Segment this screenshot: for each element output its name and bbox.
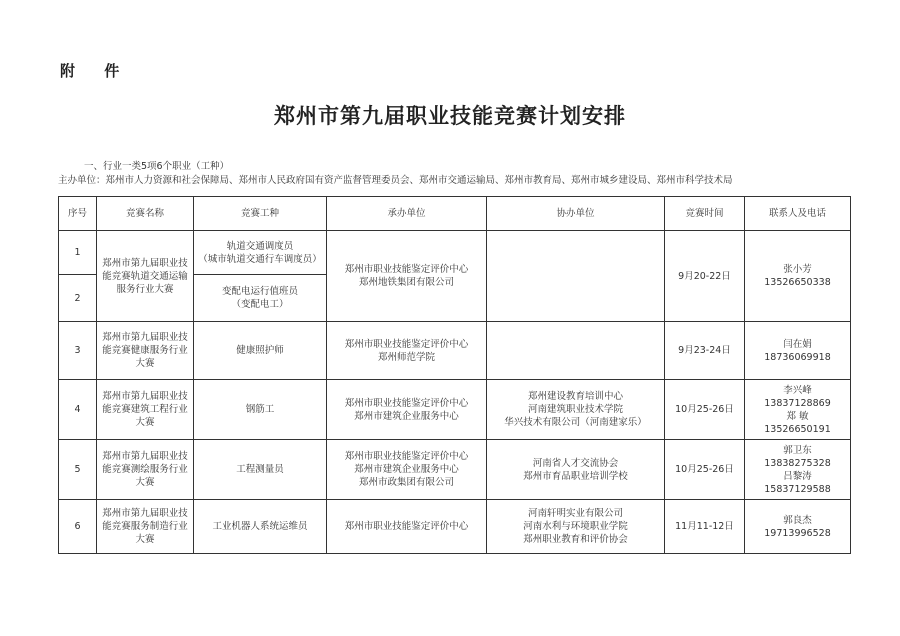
table-row: [59, 322, 851, 380]
cell-trade: 轨道交通调度员 （城市轨道交通行车调度员）: [194, 231, 327, 275]
document-title: 郑州市第九届职业技能竞赛计划安排: [274, 103, 626, 128]
header-co-organizer: 协办单位: [487, 197, 665, 231]
subtitle-hosts: 主办单位：郑州市人力资源和社会保障局、郑州市人民政府国有资产监督管理委员会、郑州市交通运输局、郑州市教育局、郑州市城乡建设局、郑州市科学技术局: [58, 175, 733, 186]
cell-trade: 工程测量员: [194, 440, 327, 500]
cell-time: 9月20-22日: [665, 231, 745, 322]
header-organizer: 承办单位: [327, 197, 487, 231]
cell-trade: 工业机器人系统运维员: [194, 500, 327, 554]
cell-contact: 李兴峰 13837128869 郑 敏 13526650191: [745, 380, 851, 440]
cell-co-organizer: 河南省人才交流协会 郑州市育品职业培训学校: [487, 440, 665, 500]
cell-no: 1: [59, 231, 97, 275]
cell-trade: 变配电运行值班员 （变配电工）: [194, 275, 327, 322]
cell-organizer: 郑州市职业技能鉴定评价中心 郑州地铁集团有限公司: [327, 231, 487, 322]
cell-name: 郑州市第九届职业技能竞赛服务制造行业大赛: [97, 500, 194, 554]
cell-no: 6: [59, 500, 97, 554]
cell-name: 郑州市第九届职业技能竞赛健康服务行业大赛: [97, 322, 194, 380]
cell-co-organizer: 郑州建设教育培训中心 河南建筑职业技术学院 华兴技术有限公司（河南建家乐）: [487, 380, 665, 440]
schedule-table: [58, 196, 851, 554]
header-no: 序号: [59, 197, 97, 231]
cell-organizer: 郑州市职业技能鉴定评价中心 郑州师范学院: [327, 322, 487, 380]
cell-trade: 钢筋工: [194, 380, 327, 440]
cell-name: 郑州市第九届职业技能竞赛测绘服务行业大赛: [97, 440, 194, 500]
attachment-label: 附 件: [60, 62, 132, 80]
cell-contact: 闫在娟 18736069918: [745, 322, 851, 380]
cell-organizer: 郑州市职业技能鉴定评价中心 郑州市建筑企业服务中心 郑州市政集团有限公司: [327, 440, 487, 500]
table-row: [59, 440, 851, 500]
cell-contact: 张小芳 13526650338: [745, 231, 851, 322]
cell-time: 11月11-12日: [665, 500, 745, 554]
cell-co-organizer: [487, 231, 665, 322]
cell-co-organizer: 河南轩明实业有限公司 河南水利与环境职业学院 郑州职业教育和评价协会: [487, 500, 665, 554]
cell-time: 10月25-26日: [665, 440, 745, 500]
cell-contact: 郭卫东 13838275328 吕黎涛 15837129588: [745, 440, 851, 500]
header-time: 竞赛时间: [665, 197, 745, 231]
cell-co-organizer: [487, 322, 665, 380]
cell-no: 2: [59, 275, 97, 322]
table-row: [59, 380, 851, 440]
cell-name: 郑州市第九届职业技能竞赛轨道交通运输服务行业大赛: [97, 231, 194, 322]
cell-no: 4: [59, 380, 97, 440]
header-contact: 联系人及电话: [745, 197, 851, 231]
cell-no: 3: [59, 322, 97, 380]
cell-organizer: 郑州市职业技能鉴定评价中心 郑州市建筑企业服务中心: [327, 380, 487, 440]
cell-organizer: 郑州市职业技能鉴定评价中心: [327, 500, 487, 554]
table-header-row: [59, 197, 851, 231]
cell-time: 9月23-24日: [665, 322, 745, 380]
cell-no: 5: [59, 440, 97, 500]
table-row: [59, 231, 851, 275]
header-name: 竞赛名称: [97, 197, 194, 231]
header-trade: 竞赛工种: [194, 197, 327, 231]
cell-trade: 健康照护师: [194, 322, 327, 380]
cell-contact: 郭良杰 19713996528: [745, 500, 851, 554]
cell-name: 郑州市第九届职业技能竞赛建筑工程行业大赛: [97, 380, 194, 440]
cell-time: 10月25-26日: [665, 380, 745, 440]
table-row: [59, 500, 851, 554]
subtitle-category: 一、行业一类5项6个职业（工种）: [84, 161, 230, 172]
